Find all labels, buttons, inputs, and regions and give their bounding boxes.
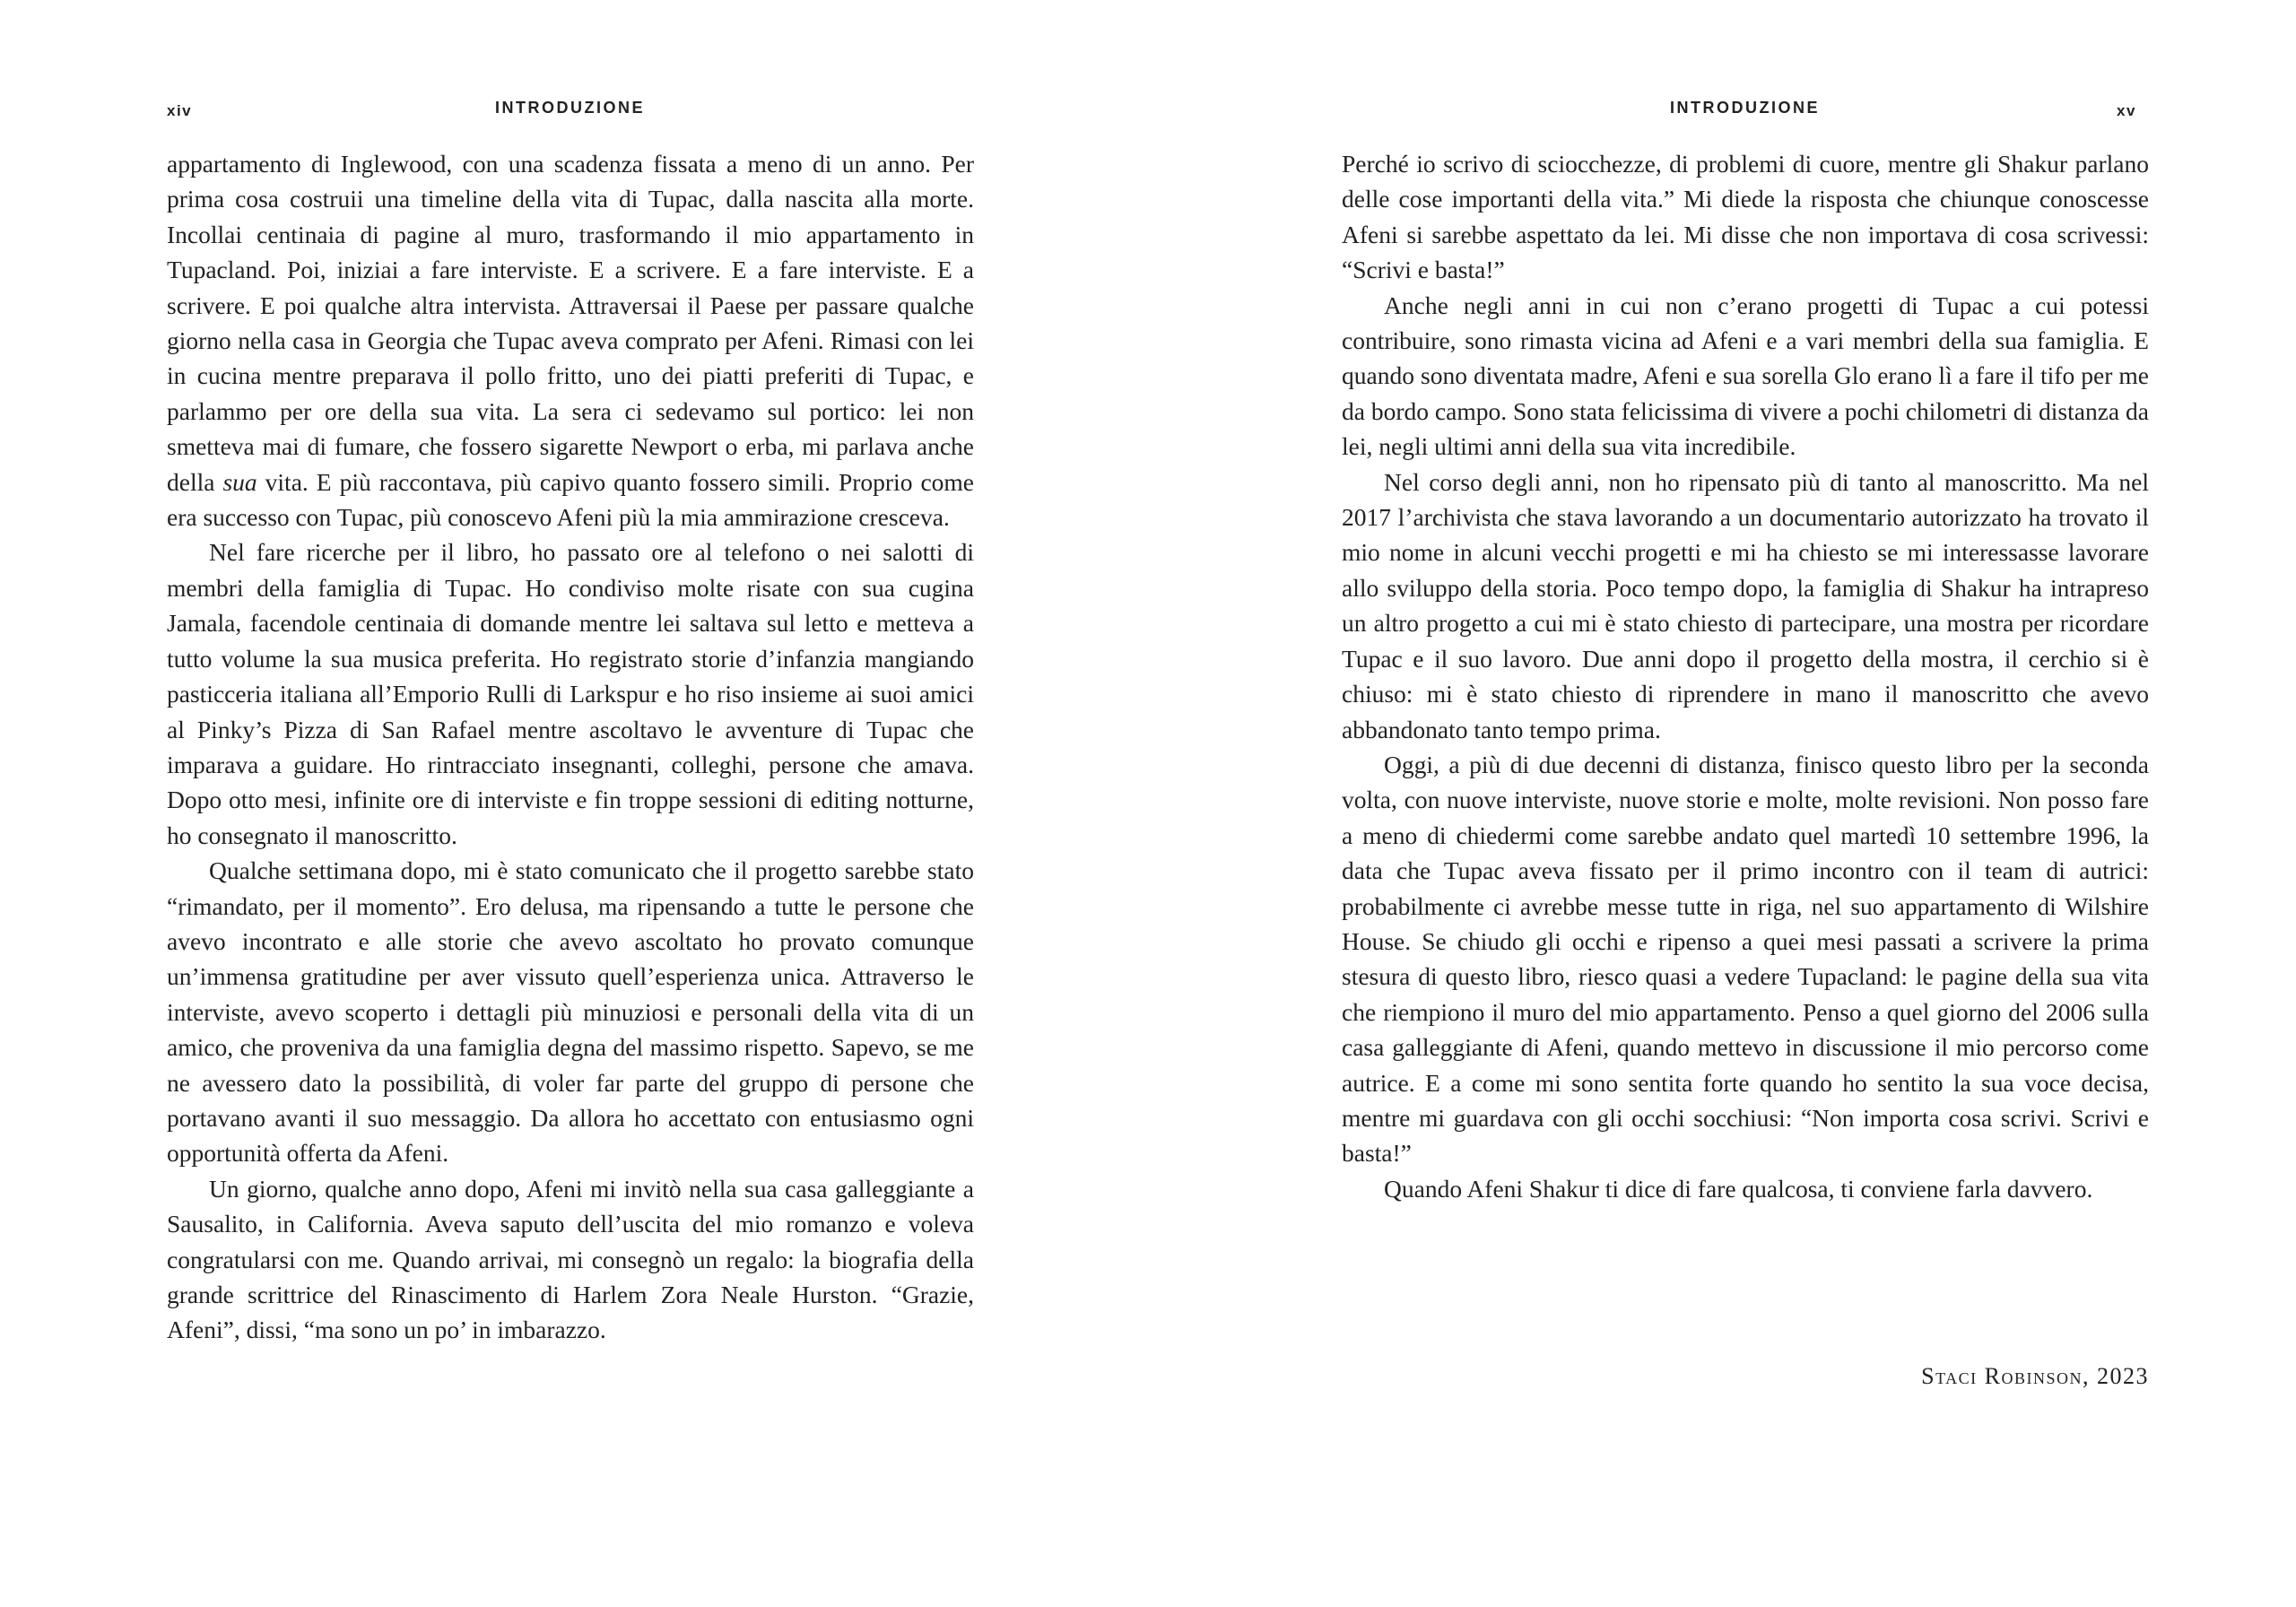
page-number-left: xiv (167, 102, 193, 119)
author-signature: Staci Robinson, 2023 (1921, 1363, 2149, 1389)
paragraph: Nel corso degli anni, non ho ripensato più di tanto al manoscritto. Ma nel 2017 l’archivista che stava lavorando a un documentario autorizzato ha trovato il mio nome in alcuni vecchi progetti e mi ha chiesto se mi interessasse lavorare allo sviluppo della storia. Poco tempo dopo, la famiglia di Shakur ha intrapreso un altro progetto a cui mi è stato chiesto di partecipare, una mostra per ricordare Tupac e il suo lavoro. Due anni dopo il progetto della mostra, il cerchio si è chiuso: mi è stato chiesto di riprendere in mano il manoscritto che avevo abbandonato tanto tempo prima. (1342, 467, 2149, 743)
emphasized-word: sua (222, 467, 257, 496)
page-number-right: xv (2117, 102, 2136, 119)
left-page-body (167, 146, 974, 1348)
paragraph: Oggi, a più di due decenni di distanza, finisco questo libro per la seconda volta, con nuove interviste, nuove storie e molte, molte revisioni. Non posso fare a meno di chiedermi come sarebbe andato quel martedì 10 settembre 1996, la data che Tupac aveva fissato per il primo incontro con il team di autrici: probabilmente ci avrebbe messe tutte in riga, nel suo appartamento di Wilshire House. Se chiudo gli occhi e ripenso a quei mesi passati a scrivere la prima stesura di questo libro, riesco quasi a vedere Tupacland: le pagine della sua vita che riempiono il muro del mio appartamento. Penso a quel giorno del 2006 sulla casa galleggiante di Afeni, quando mettevo in discussione il mio percorso come autrice. E a come mi sono sentita forte quando ho sentito la sua voce decisa, mentre mi guardava con gli occhi socchiusi: “Non importa cosa scrivi. Scrivi e basta!” (1342, 750, 2149, 1168)
paragraph-text: appartamento di Inglewood, con una scadenza fissata a meno di un anno. Per prima cosa costruii una timeline della vita di Tupac, dalla nascita alla morte. Incollai centinaia di pagine al muro, trasformando il mio appartamento in Tupacland. Poi, iniziai a fare interviste. E a scrivere. E a fare interviste. E a scrivere. E poi qualche altra intervista. Attraversai il Paese per passare qualche giorno nella casa in Georgia che Tupac aveva comprato per Afeni. Rimasi con lei in cucina mentre preparava il pollo fritto, uno dei piatti preferiti di Tupac, e parlammo per ore della sua vita. La sera ci sedevamo sul portico: lei non smetteva mai di fumare, che fossero sigarette Newport o erba, mi parlava anche della (167, 150, 974, 496)
paragraph: Un giorno, qualche anno dopo, Afeni mi invitò nella sua casa galleggiante a Sausalito, in California. Aveva saputo dell’uscita del mio romanzo e voleva congratularsi con me. Quando arrivai, mi consegnò un regalo: la biografia della grande scrittrice del Rinascimento di Harlem Zora Neale Hurston. “Grazie, Afeni”, dissi, “ma sono un po’ in imbarazzo. (167, 1174, 974, 1344)
paragraph: Nel fare ricerche per il libro, ho passato ore al telefono o nei salotti di membri della famiglia di Tupac. Ho condiviso molte risate con sua cugina Jamala, facendole centinaia di domande mentre lei saltava sul letto e metteva a tutto volume la sua musica preferita. Ho registrato storie d’infanzia mangiando pasticceria italiana all’Emporio Rulli di Larkspur e ho riso insieme ai suoi amici al Pinky’s Pizza di San Rafael mentre ascoltavo le avventure di Tupac che imparava a guidare. Ho rintracciato insegnanti, colleghi, persone che amava. Dopo otto mesi, infinite ore di interviste e fin troppe sessioni di editing notturne, ho consegnato il manoscritto. (167, 538, 974, 849)
paragraph: Anche negli anni in cui non c’erano progetti di Tupac a cui potessi contribuire, sono rimasta vicina ad Afeni e a vari membri della sua famiglia. E quando sono diventata madre, Afeni e sua sorella Glo erano lì a fare il tifo per me da bordo campo. Sono stata felicissima di vivere a pochi chilometri di distanza da lei, negli ultimi anni della sua vita incredibile. (1342, 291, 2149, 461)
running-head-right: INTRODUZIONE (1670, 99, 1820, 117)
running-head-left: INTRODUZIONE (495, 99, 645, 117)
right-page-body (1342, 146, 2149, 1206)
paragraph: Quando Afeni Shakur ti dice di fare qualcosa, ti conviene farla davvero. (1384, 1174, 2093, 1203)
paragraph: Perché io scrivo di sciocchezze, di problemi di cuore, mentre gli Shakur parlano delle cose importanti della vita.” Mi diede la risposta che chiunque conoscesse Afeni si sarebbe aspettato da lei. Mi disse che non importava di cosa scrivessi: “Scrivi e basta!” (1342, 150, 2149, 284)
right-page (1148, 0, 2296, 1607)
paragraph (167, 146, 974, 534)
paragraph: Qualche settimana dopo, mi è stato comunicato che il progetto sarebbe stato “rimandato, per il momento”. Ero delusa, ma ripensando a tutte le persone che avevo incontrato e alle storie che avevo ascoltato ho provato comunque un’immensa gratitudine per aver vissuto quell’esperienza unica. Attraverso le interviste, avevo scoperto i dettagli più minuziosi e personali della vita di un amico, che proveniva da una famiglia degna del massimo rispetto. Sapevo, se me ne avessero dato la possibilità, di voler far parte del gruppo di persone che portavano avanti il suo messaggio. Da allora ho accettato con entusiasmo ogni opportunità offerta da Afeni. (167, 856, 974, 1168)
paragraph-text: vita. E più raccontava, più capivo quanto fossero simili. Proprio come era successo con Tupac, più conoscevo Afeni più la mia ammirazione cresceva. (167, 467, 974, 532)
